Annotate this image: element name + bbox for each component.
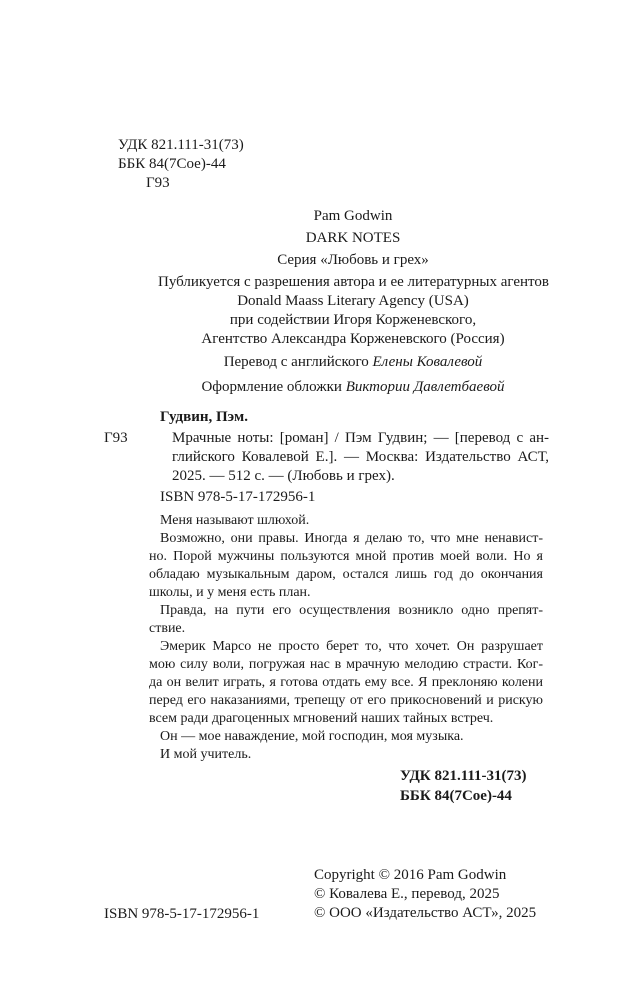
annotation-line: Эмерик Марсо не просто берет то, что хочет. Он разрушает bbox=[160, 639, 543, 654]
title-block bbox=[158, 207, 548, 397]
translation-credit bbox=[158, 353, 548, 372]
annotation-line: обладаю музыкальным даром, остался лишь год до окончания bbox=[149, 567, 543, 582]
annotation-line: всем ради драгоценных мгновений наших тайных встреч. bbox=[149, 711, 494, 726]
book-title-en: DARK NOTES bbox=[305, 230, 401, 246]
copyright-block bbox=[314, 866, 536, 923]
cover-prefix: Оформление обложки bbox=[201, 379, 346, 395]
translation-prefix: Перевод с английского bbox=[223, 354, 373, 370]
annotation-line: школы, и у меня есть план. bbox=[149, 585, 311, 600]
classification-bottom bbox=[400, 766, 527, 806]
translator-name: Елены Ковалевой bbox=[372, 354, 483, 370]
series-line: Серия «Любовь и грех» bbox=[277, 252, 429, 268]
annotation-line: Меня называют шлюхой. bbox=[160, 513, 310, 528]
udk-code: УДК 821.111-31(73) bbox=[118, 137, 244, 153]
permission-line: Публикуется с разрешения автора и ее литературных агентов bbox=[158, 274, 549, 290]
permission-line: Donald Maass Literary Agency (USA) bbox=[237, 293, 469, 309]
author-mark: Г93 bbox=[146, 175, 170, 191]
permission-line: Агентство Александра Корженевского (Россия) bbox=[201, 331, 505, 347]
catalog-mark: Г93 bbox=[104, 430, 128, 446]
cover-designer-name: Виктории Давлетбаевой bbox=[345, 379, 505, 395]
footer-isbn: ISBN 978-5-17-172956-1 bbox=[104, 906, 260, 922]
annotation-line: перед его наказаниями, трепещу от его прикосновений и рискую bbox=[149, 693, 543, 708]
annotation-line: И мой учитель. bbox=[160, 747, 252, 762]
annotation-line: Возможно, они правы. Иногда я делаю то, что мне ненавист- bbox=[160, 531, 543, 546]
catalog-description-line: глийского Ковалевой Е.]. — Москва: Издательство АСТ, bbox=[172, 449, 549, 465]
annotation-line: да он велит играть, я готова отдать ему все. Я преклоняю колени bbox=[149, 675, 543, 690]
author-name-en: Pam Godwin bbox=[313, 208, 393, 224]
catalog-description-line: 2025. — 512 с. — (Любовь и грех). bbox=[172, 468, 395, 484]
bbk-code: ББК 84(7Сое)-44 bbox=[118, 156, 226, 172]
permission-line: при содействии Игоря Корженевского, bbox=[229, 312, 477, 328]
annotation-line: Он — мое наваждение, мой господин, моя музыка. bbox=[160, 729, 464, 744]
annotation-line: мою силу воли, погружая нас в мрачную мелодию страсти. Ког- bbox=[149, 657, 543, 672]
bbk-code-bold: ББК 84(7Сое)-44 bbox=[400, 788, 512, 804]
catalog-description-line: Мрачные ноты: [роман] / Пэм Гудвин; — [перевод с ан- bbox=[172, 430, 549, 446]
annotation-line: Правда, на пути его осуществления возникло одно препят- bbox=[160, 603, 543, 618]
annotation bbox=[149, 512, 543, 764]
annotation-line: но. Порой мужчины пользуются мной против моей воли. Но я bbox=[149, 549, 543, 564]
copyright-line: © Ковалева Е., перевод, 2025 bbox=[314, 886, 500, 902]
catalog-heading: Гудвин, Пэм. bbox=[160, 409, 248, 425]
catalog-description bbox=[172, 429, 549, 486]
cover-credit bbox=[158, 378, 548, 397]
copyright-line: © ООО «Издательство АСТ», 2025 bbox=[314, 905, 537, 921]
catalog-isbn: ISBN 978-5-17-172956-1 bbox=[160, 489, 316, 505]
copyright-line: Copyright © 2016 Pam Godwin bbox=[314, 867, 507, 883]
udk-code-bold: УДК 821.111-31(73) bbox=[400, 768, 527, 784]
annotation-line: ствие. bbox=[149, 621, 186, 636]
classification-top bbox=[118, 136, 244, 193]
